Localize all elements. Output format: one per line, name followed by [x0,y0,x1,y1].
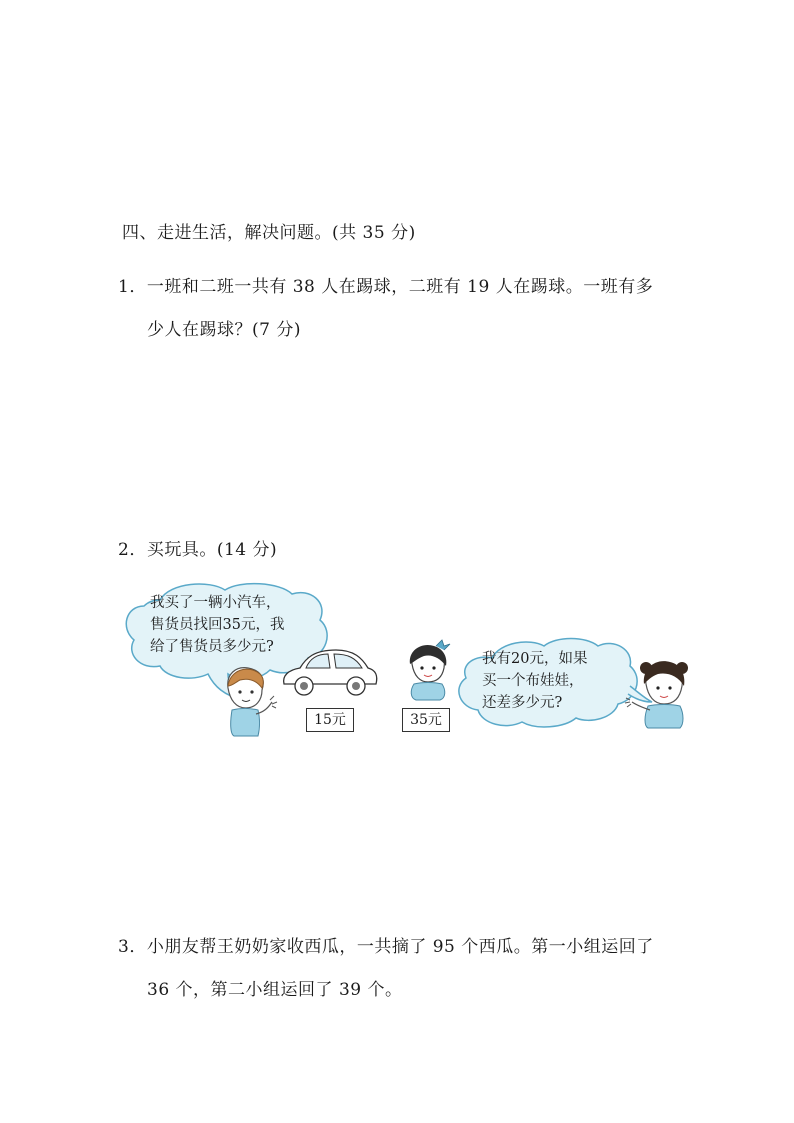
question-text: 买玩具。(14 分) [146,540,278,560]
question-text-line1: 小朋友帮王奶奶家收西瓜，一共摘了 95 个西瓜。第一小组运回了 [146,937,654,957]
girl-speech-line: 我有20元，如果 [482,651,588,667]
question-text-line1: 一班和二班一共有 38 人在踢球，二班有 19 人在踢球。一班有多 [146,277,654,297]
boy-figure [228,668,277,736]
question-text-line2: 少人在踢球？(7 分) [147,320,301,340]
section-title: 四、走进生活，解决问题。(共 35 分) [122,223,416,243]
boy-speech-line: 我买了一辆小汽车， [150,595,281,611]
girl-speech-line: 还差多少元? [482,695,563,711]
question-number: 1． [118,277,147,297]
question-1 [118,272,653,297]
car-price-tag: 15元 [306,708,354,732]
girl-speech-line: 买一个布娃娃， [482,673,584,689]
question-text-line2: 36 个，第二小组运回了 39 个。 [147,980,403,1000]
question-number: 2． [118,540,147,560]
toy-shop-illustration [120,580,700,745]
boy-speech-line: 售货员找回35元，我 [150,617,285,633]
boy-speech-line: 给了售货员多少元? [150,639,274,655]
question-2 [118,535,277,560]
girl-speech-text [482,648,587,714]
question-3 [118,932,654,957]
question-number: 3． [118,937,147,957]
cloth-doll-image [410,640,450,700]
doll-price-tag: 35元 [402,708,450,732]
boy-speech-text [150,592,284,658]
